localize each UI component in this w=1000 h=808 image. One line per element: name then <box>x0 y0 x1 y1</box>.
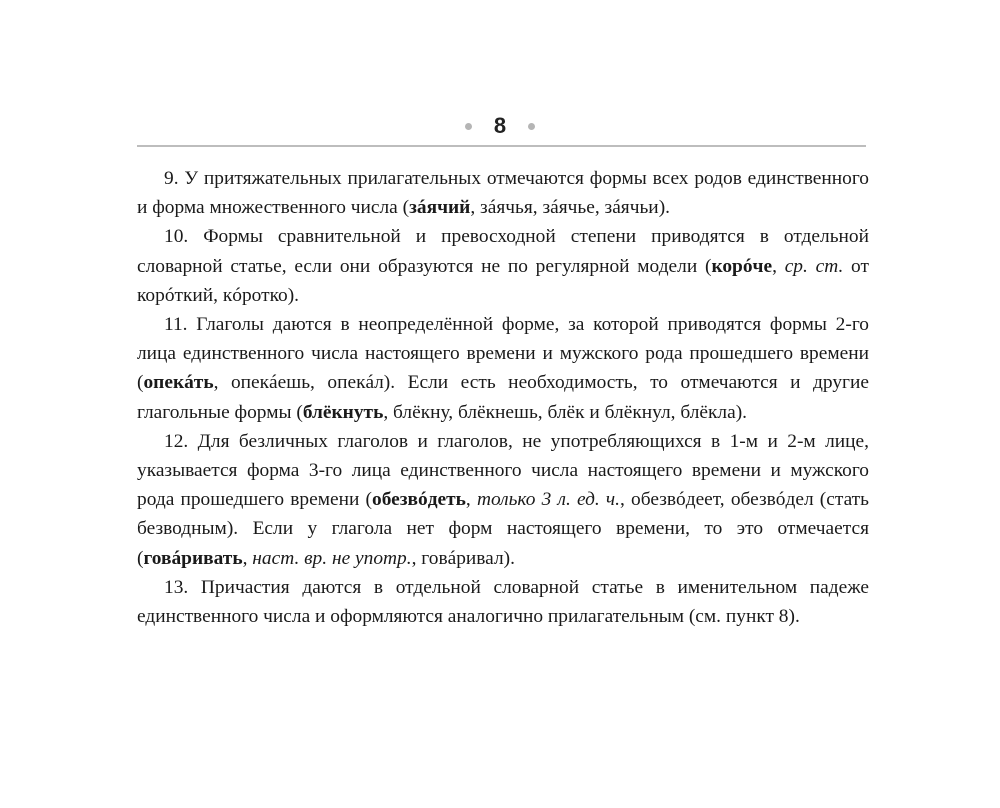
text-run: , <box>772 255 785 277</box>
text-run: от корóткий, кóротко). <box>137 255 869 306</box>
page-header <box>0 106 1000 146</box>
text-run: , опекáешь, опекáл). Если есть необходимость, то отмечаются и другие глагольные формы ( <box>137 372 869 423</box>
header-rule <box>137 145 866 147</box>
paragraph-13 <box>137 573 869 631</box>
text-run: 11. Глаголы даются в неопределённой форме, за которой приводятся формы 2-го лица единственного числа настоящего времени и мужского рода прошедшего времени ( <box>137 314 869 394</box>
headword: блёкнуть <box>302 401 384 423</box>
grammar-note: ср. ст. <box>784 255 844 277</box>
right-dot-ornament <box>528 123 535 130</box>
text-run: 13. Причастия даются в отдельной словарной статье в именительном падеже единственного числа и оформляются аналогично прилагательным (см. пункт 8). <box>137 576 869 628</box>
grammar-note: только 3 л. ед. ч. <box>476 489 621 511</box>
paragraph-12 <box>137 427 869 573</box>
page-body <box>137 164 869 631</box>
grammar-note: наст. вр. не употр. <box>252 547 412 569</box>
text-run: , зáячья, зáячье, зáячьи). <box>470 197 670 219</box>
text-run: 10. Формы сравнительной и превосходной степени приводятся в отдельной словарной статье, если они образуются не по регулярной модели ( <box>137 226 869 277</box>
text-run: , блёкну, блёкнешь, блёк и блёкнул, блёкла). <box>383 401 748 423</box>
headword: опекáть <box>143 372 214 394</box>
paragraph-9 <box>137 164 869 222</box>
paragraph-11 <box>137 310 869 427</box>
headword: говáривать <box>143 547 243 569</box>
text-run: , обезвóдеет, обезвóдел (стать безводным). Если у глагола нет форм настоящего времени, то это отмечается ( <box>137 489 870 569</box>
text-run: 12. Для безличных глаголов и глаголов, не употребляющихся в 1-м и 2-м лице, указывается форма 3-го лица единственного числа настоящего времени и мужского рода прошедшего времени ( <box>137 430 869 511</box>
left-dot-ornament <box>465 123 472 130</box>
paragraph-10 <box>137 222 869 310</box>
text-run: 9. У притяжательных прилагательных отмечаются формы всех родов единственного и форма множественного числа ( <box>137 168 869 219</box>
text-run: , <box>465 489 477 511</box>
text-run: , <box>242 547 253 569</box>
headword: корóче <box>711 255 773 277</box>
text-run: , говáривал). <box>411 547 515 569</box>
headword: обезвóдеть <box>372 489 466 511</box>
headword: зáячий <box>409 197 471 219</box>
page-number: 8 <box>493 113 507 138</box>
